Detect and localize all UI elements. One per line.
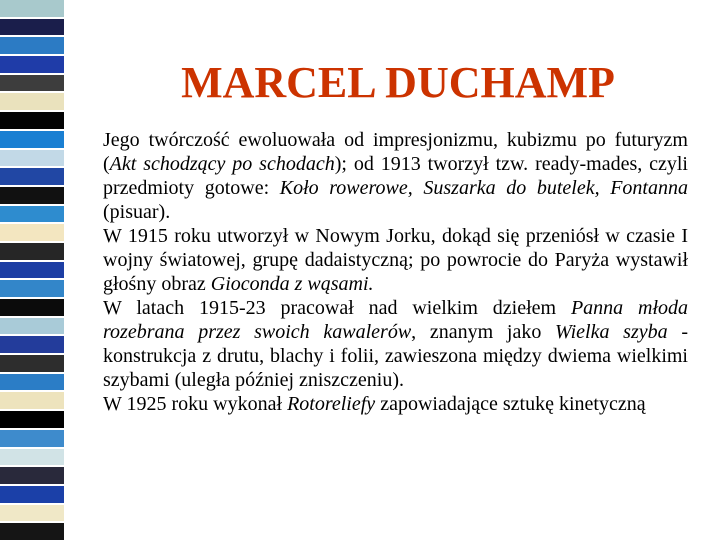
- decorative-color-stripe: [0, 0, 64, 540]
- stripe-block: [0, 0, 64, 17]
- body-paragraph: [103, 224, 688, 296]
- stripe-block: [0, 353, 64, 372]
- stripe-block: [0, 372, 64, 391]
- paragraph-text: Jego twórczość ewoluowała od impresjonizmu, kubizmu po futuryzm (: [103, 129, 688, 175]
- stripe-block: [0, 316, 64, 335]
- stripe-block: [0, 148, 64, 167]
- italic-title-text: Panna młoda rozebrana przez swoich kawalerów: [103, 297, 689, 343]
- stripe-block: [0, 447, 64, 466]
- stripe-block: [0, 428, 64, 447]
- paragraph-text: W latach 1915-23 pracował nad wielkim dziełem: [103, 297, 571, 319]
- paragraph-text: W 1925 roku wykonał: [103, 393, 288, 415]
- paragraph-text: ); od 1913 tworzył tzw. ready-mades, czyli przedmioty gotowe:: [103, 153, 688, 199]
- stripe-block: [0, 297, 64, 316]
- stripe-block: [0, 73, 64, 92]
- paragraph-text: - konstrukcja z drutu, blachy i folii, zawieszona między dwiema wielkimi szybami (uległa później zniszczeniu).: [103, 321, 688, 391]
- italic-title-text: Rotoreliefy: [287, 393, 376, 415]
- stripe-block: [0, 35, 64, 54]
- stripe-block: [0, 390, 64, 409]
- stripe-block: [0, 278, 64, 297]
- slide-body-text: [103, 128, 688, 416]
- body-paragraph: [103, 392, 688, 416]
- stripe-block: [0, 521, 64, 540]
- stripe-block: [0, 185, 64, 204]
- stripe-block: [0, 54, 64, 73]
- italic-title-text: Gioconda z wąsami.: [210, 273, 374, 295]
- stripe-block: [0, 110, 64, 129]
- stripe-block: [0, 222, 64, 241]
- stripe-block: [0, 260, 64, 279]
- stripe-block: [0, 465, 64, 484]
- stripe-block: [0, 241, 64, 260]
- italic-title-text: Wielka szyba: [555, 321, 668, 343]
- stripe-block: [0, 334, 64, 353]
- paragraph-text: (pisuar).: [103, 201, 171, 223]
- italic-title-text: Akt schodzący po schodach: [109, 153, 335, 175]
- paragraph-text: W 1915 roku utworzył w Nowym Jorku, dokąd się przeniósł w czasie I wojny światowej, grupę dadaistyczną; po powrocie do Paryża wystawił głośny obraz: [103, 225, 688, 295]
- stripe-block: [0, 166, 64, 185]
- stripe-block: [0, 503, 64, 522]
- stripe-block: [0, 409, 64, 428]
- body-paragraph: [103, 128, 688, 224]
- paragraph-text: zapowiadające sztukę kinetyczną: [375, 393, 646, 415]
- paragraph-text: , znanym jako: [411, 321, 556, 343]
- stripe-block: [0, 91, 64, 110]
- slide-title: MARCEL DUCHAMP: [181, 58, 615, 107]
- stripe-block: [0, 204, 64, 223]
- body-paragraph: [103, 296, 688, 392]
- stripe-block: [0, 17, 64, 36]
- stripe-block: [0, 129, 64, 148]
- stripe-block: [0, 484, 64, 503]
- italic-title-text: Koło rowerowe, Suszarka do butelek, Fontanna: [279, 177, 688, 199]
